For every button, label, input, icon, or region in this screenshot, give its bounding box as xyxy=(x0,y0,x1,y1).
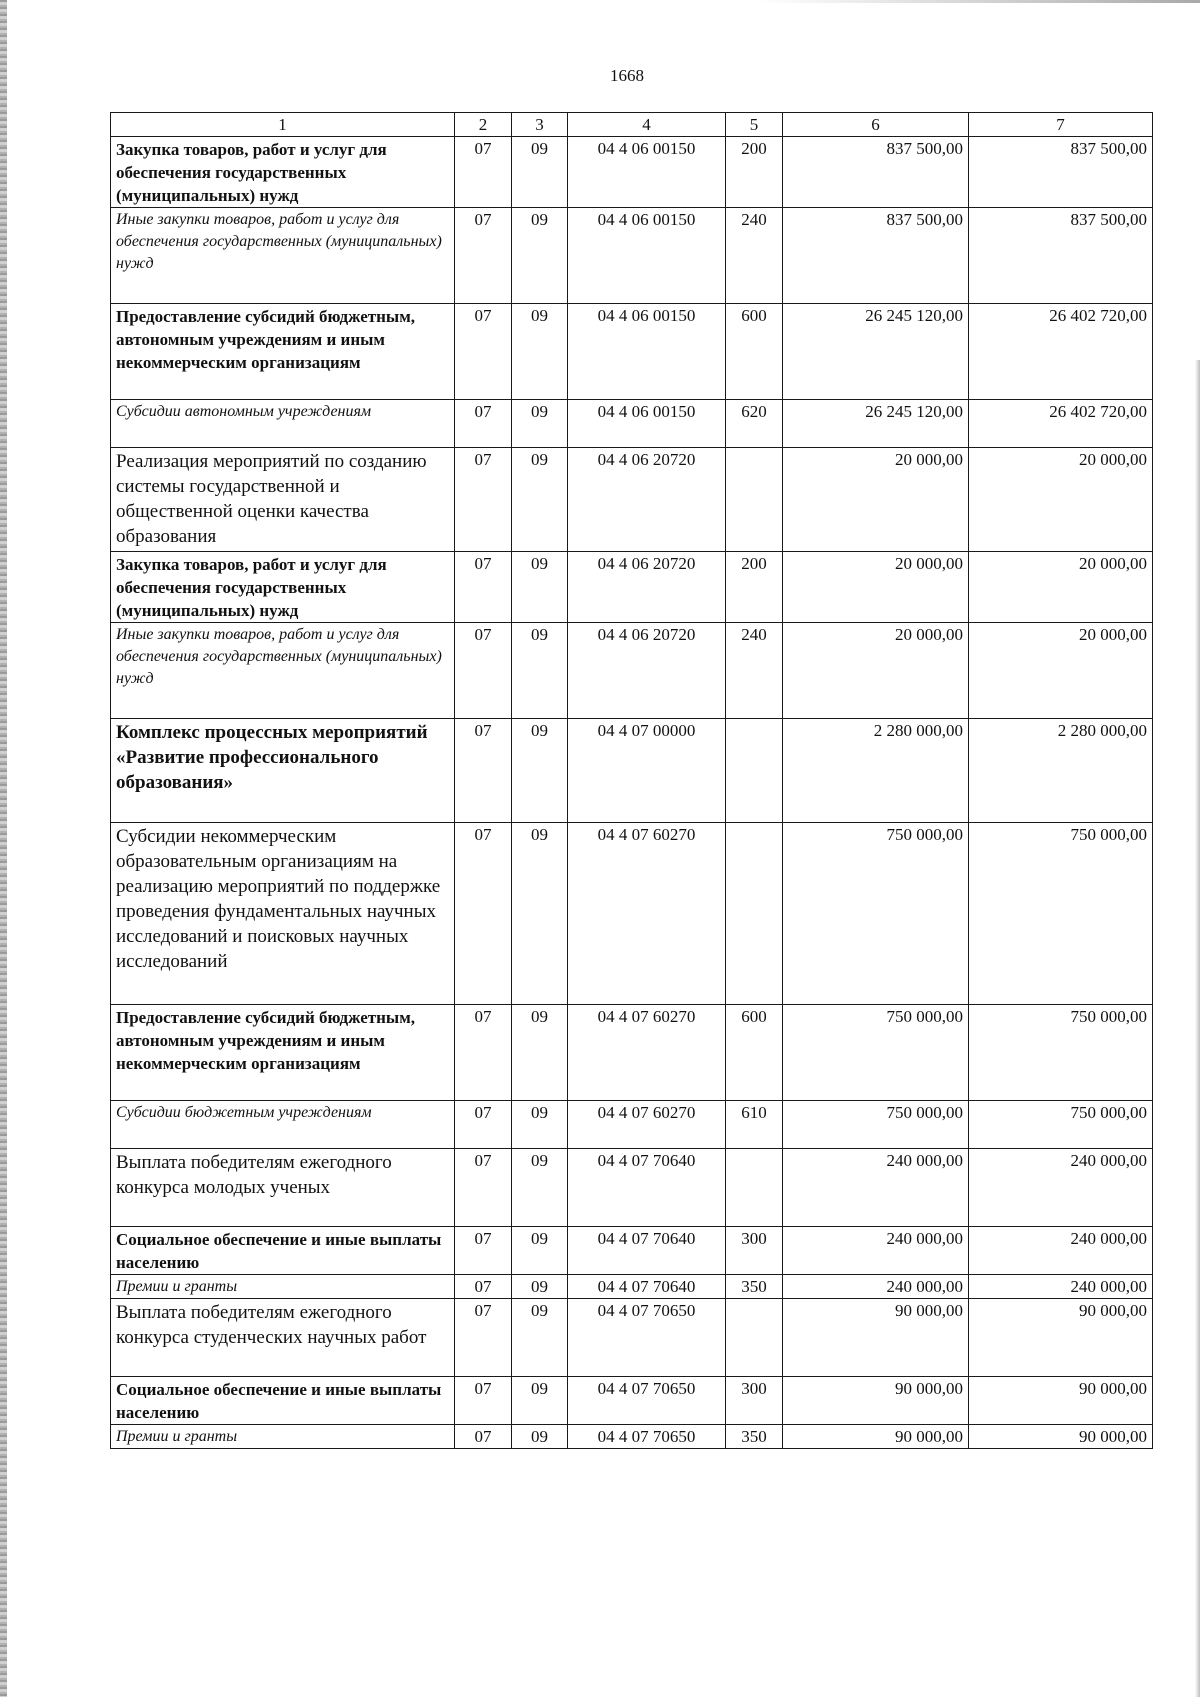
table-row xyxy=(111,719,1153,823)
subsection-code: 09 xyxy=(512,1227,568,1275)
row-name: Иные закупки товаров, работ и услуг для обеспечения государственных (муниципальных) нужд xyxy=(111,208,455,304)
section-code: 07 xyxy=(455,137,512,208)
table-row xyxy=(111,823,1153,1005)
row-name: Субсидии некоммерческим образовательным организациям на реализацию мероприятий по поддержке проведения фундаментальных научных исследований и поисковых научных исследований xyxy=(111,823,455,1005)
target-article-code: 04 4 06 00150 xyxy=(568,208,726,304)
subsection-code: 09 xyxy=(512,1377,568,1425)
row-name: Субсидии бюджетным учреждениям xyxy=(111,1101,455,1149)
expense-type-code xyxy=(726,823,783,1005)
amount-year-1: 20 000,00 xyxy=(783,552,969,623)
header-row xyxy=(111,113,1153,137)
section-code: 07 xyxy=(455,1101,512,1149)
header-cell: 5 xyxy=(726,113,783,137)
expense-type-code: 200 xyxy=(726,137,783,208)
expense-type-code xyxy=(726,719,783,823)
section-code: 07 xyxy=(455,304,512,400)
budget-table xyxy=(110,112,1153,1449)
section-code: 07 xyxy=(455,1299,512,1377)
section-code: 07 xyxy=(455,823,512,1005)
target-article-code: 04 4 06 00150 xyxy=(568,400,726,448)
header-cell: 2 xyxy=(455,113,512,137)
row-name: Социальное обеспечение и иные выплаты населению xyxy=(111,1377,455,1425)
amount-year-1: 20 000,00 xyxy=(783,623,969,719)
expense-type-code: 200 xyxy=(726,552,783,623)
section-code: 07 xyxy=(455,719,512,823)
row-name: Выплата победителям ежегодного конкурса студенческих научных работ xyxy=(111,1299,455,1377)
amount-year-1: 240 000,00 xyxy=(783,1149,969,1227)
row-name: Комплекс процессных мероприятий «Развитие профессионального образования» xyxy=(111,719,455,823)
target-article-code: 04 4 06 20720 xyxy=(568,623,726,719)
row-name: Социальное обеспечение и иные выплаты населению xyxy=(111,1227,455,1275)
table-row xyxy=(111,1005,1153,1101)
expense-type-code: 600 xyxy=(726,304,783,400)
table-row xyxy=(111,1377,1153,1425)
section-code: 07 xyxy=(455,1227,512,1275)
table-row xyxy=(111,1227,1153,1275)
target-article-code: 04 4 06 20720 xyxy=(568,552,726,623)
amount-year-2: 26 402 720,00 xyxy=(969,400,1153,448)
table-row xyxy=(111,400,1153,448)
amount-year-1: 26 245 120,00 xyxy=(783,400,969,448)
target-article-code: 04 4 07 70640 xyxy=(568,1275,726,1299)
expense-type-code xyxy=(726,448,783,552)
amount-year-2: 26 402 720,00 xyxy=(969,304,1153,400)
section-code: 07 xyxy=(455,552,512,623)
amount-year-1: 90 000,00 xyxy=(783,1299,969,1377)
target-article-code: 04 4 07 60270 xyxy=(568,1101,726,1149)
amount-year-1: 240 000,00 xyxy=(783,1275,969,1299)
target-article-code: 04 4 07 70640 xyxy=(568,1227,726,1275)
expense-type-code: 300 xyxy=(726,1227,783,1275)
expense-type-code: 350 xyxy=(726,1275,783,1299)
amount-year-2: 2 280 000,00 xyxy=(969,719,1153,823)
row-name: Реализация мероприятий по созданию системы государственной и общественной оценки качества образования xyxy=(111,448,455,552)
amount-year-1: 837 500,00 xyxy=(783,137,969,208)
subsection-code: 09 xyxy=(512,1101,568,1149)
amount-year-2: 750 000,00 xyxy=(969,1101,1153,1149)
section-code: 07 xyxy=(455,1377,512,1425)
section-code: 07 xyxy=(455,1425,512,1449)
scan-edge-right xyxy=(1195,360,1200,1697)
subsection-code: 09 xyxy=(512,1425,568,1449)
expense-type-code: 240 xyxy=(726,623,783,719)
target-article-code: 04 4 07 00000 xyxy=(568,719,726,823)
expense-type-code: 620 xyxy=(726,400,783,448)
amount-year-2: 240 000,00 xyxy=(969,1275,1153,1299)
expense-type-code: 300 xyxy=(726,1377,783,1425)
row-name: Предоставление субсидий бюджетным, автономным учреждениям и иным некоммерческим организациям xyxy=(111,1005,455,1101)
row-name: Иные закупки товаров, работ и услуг для обеспечения государственных (муниципальных) нужд xyxy=(111,623,455,719)
amount-year-2: 20 000,00 xyxy=(969,552,1153,623)
subsection-code: 09 xyxy=(512,1005,568,1101)
row-name: Закупка товаров, работ и услуг для обеспечения государственных (муниципальных) нужд xyxy=(111,137,455,208)
subsection-code: 09 xyxy=(512,552,568,623)
target-article-code: 04 4 06 20720 xyxy=(568,448,726,552)
header-cell: 7 xyxy=(969,113,1153,137)
amount-year-2: 90 000,00 xyxy=(969,1299,1153,1377)
section-code: 07 xyxy=(455,1149,512,1227)
amount-year-2: 837 500,00 xyxy=(969,208,1153,304)
table-row xyxy=(111,623,1153,719)
section-code: 07 xyxy=(455,208,512,304)
subsection-code: 09 xyxy=(512,448,568,552)
amount-year-1: 750 000,00 xyxy=(783,1005,969,1101)
target-article-code: 04 4 06 00150 xyxy=(568,137,726,208)
amount-year-2: 20 000,00 xyxy=(969,623,1153,719)
section-code: 07 xyxy=(455,1275,512,1299)
subsection-code: 09 xyxy=(512,208,568,304)
section-code: 07 xyxy=(455,400,512,448)
amount-year-1: 837 500,00 xyxy=(783,208,969,304)
subsection-code: 09 xyxy=(512,719,568,823)
amount-year-2: 837 500,00 xyxy=(969,137,1153,208)
header-cell: 4 xyxy=(568,113,726,137)
amount-year-1: 750 000,00 xyxy=(783,1101,969,1149)
row-name: Премии и гранты xyxy=(111,1275,455,1299)
amount-year-2: 90 000,00 xyxy=(969,1425,1153,1449)
section-code: 07 xyxy=(455,1005,512,1101)
amount-year-2: 90 000,00 xyxy=(969,1377,1153,1425)
target-article-code: 04 4 07 60270 xyxy=(568,1005,726,1101)
subsection-code: 09 xyxy=(512,137,568,208)
table-row xyxy=(111,1299,1153,1377)
header-cell: 3 xyxy=(512,113,568,137)
header-cell: 1 xyxy=(111,113,455,137)
row-name: Субсидии автономным учреждениям xyxy=(111,400,455,448)
subsection-code: 09 xyxy=(512,1299,568,1377)
expense-type-code: 600 xyxy=(726,1005,783,1101)
amount-year-2: 750 000,00 xyxy=(969,823,1153,1005)
amount-year-1: 750 000,00 xyxy=(783,823,969,1005)
table-row xyxy=(111,304,1153,400)
target-article-code: 04 4 07 70650 xyxy=(568,1299,726,1377)
expense-type-code: 350 xyxy=(726,1425,783,1449)
row-name: Предоставление субсидий бюджетным, автономным учреждениям и иным некоммерческим организациям xyxy=(111,304,455,400)
subsection-code: 09 xyxy=(512,823,568,1005)
expense-type-code xyxy=(726,1299,783,1377)
table-row xyxy=(111,1101,1153,1149)
scan-edge-top xyxy=(760,0,1200,3)
row-name: Выплата победителям ежегодного конкурса молодых ученых xyxy=(111,1149,455,1227)
amount-year-1: 90 000,00 xyxy=(783,1377,969,1425)
section-code: 07 xyxy=(455,623,512,719)
amount-year-2: 20 000,00 xyxy=(969,448,1153,552)
subsection-code: 09 xyxy=(512,400,568,448)
amount-year-1: 2 280 000,00 xyxy=(783,719,969,823)
amount-year-1: 90 000,00 xyxy=(783,1425,969,1449)
table-row xyxy=(111,552,1153,623)
table-row xyxy=(111,208,1153,304)
table-row xyxy=(111,1275,1153,1299)
target-article-code: 04 4 07 70640 xyxy=(568,1149,726,1227)
table-row xyxy=(111,1149,1153,1227)
amount-year-2: 240 000,00 xyxy=(969,1149,1153,1227)
expense-type-code xyxy=(726,1149,783,1227)
row-name: Премии и гранты xyxy=(111,1425,455,1449)
table-row xyxy=(111,1425,1153,1449)
subsection-code: 09 xyxy=(512,1275,568,1299)
scan-edge-left xyxy=(0,0,7,1697)
amount-year-2: 240 000,00 xyxy=(969,1227,1153,1275)
expense-type-code: 240 xyxy=(726,208,783,304)
amount-year-1: 240 000,00 xyxy=(783,1227,969,1275)
subsection-code: 09 xyxy=(512,623,568,719)
table-row xyxy=(111,448,1153,552)
target-article-code: 04 4 07 60270 xyxy=(568,823,726,1005)
amount-year-1: 26 245 120,00 xyxy=(783,304,969,400)
section-code: 07 xyxy=(455,448,512,552)
target-article-code: 04 4 07 70650 xyxy=(568,1425,726,1449)
subsection-code: 09 xyxy=(512,304,568,400)
row-name: Закупка товаров, работ и услуг для обеспечения государственных (муниципальных) нужд xyxy=(111,552,455,623)
target-article-code: 04 4 07 70650 xyxy=(568,1377,726,1425)
amount-year-2: 750 000,00 xyxy=(969,1005,1153,1101)
subsection-code: 09 xyxy=(512,1149,568,1227)
target-article-code: 04 4 06 00150 xyxy=(568,304,726,400)
expense-type-code: 610 xyxy=(726,1101,783,1149)
amount-year-1: 20 000,00 xyxy=(783,448,969,552)
page-number: 1668 xyxy=(610,66,644,85)
header-cell: 6 xyxy=(783,113,969,137)
table-row xyxy=(111,137,1153,208)
